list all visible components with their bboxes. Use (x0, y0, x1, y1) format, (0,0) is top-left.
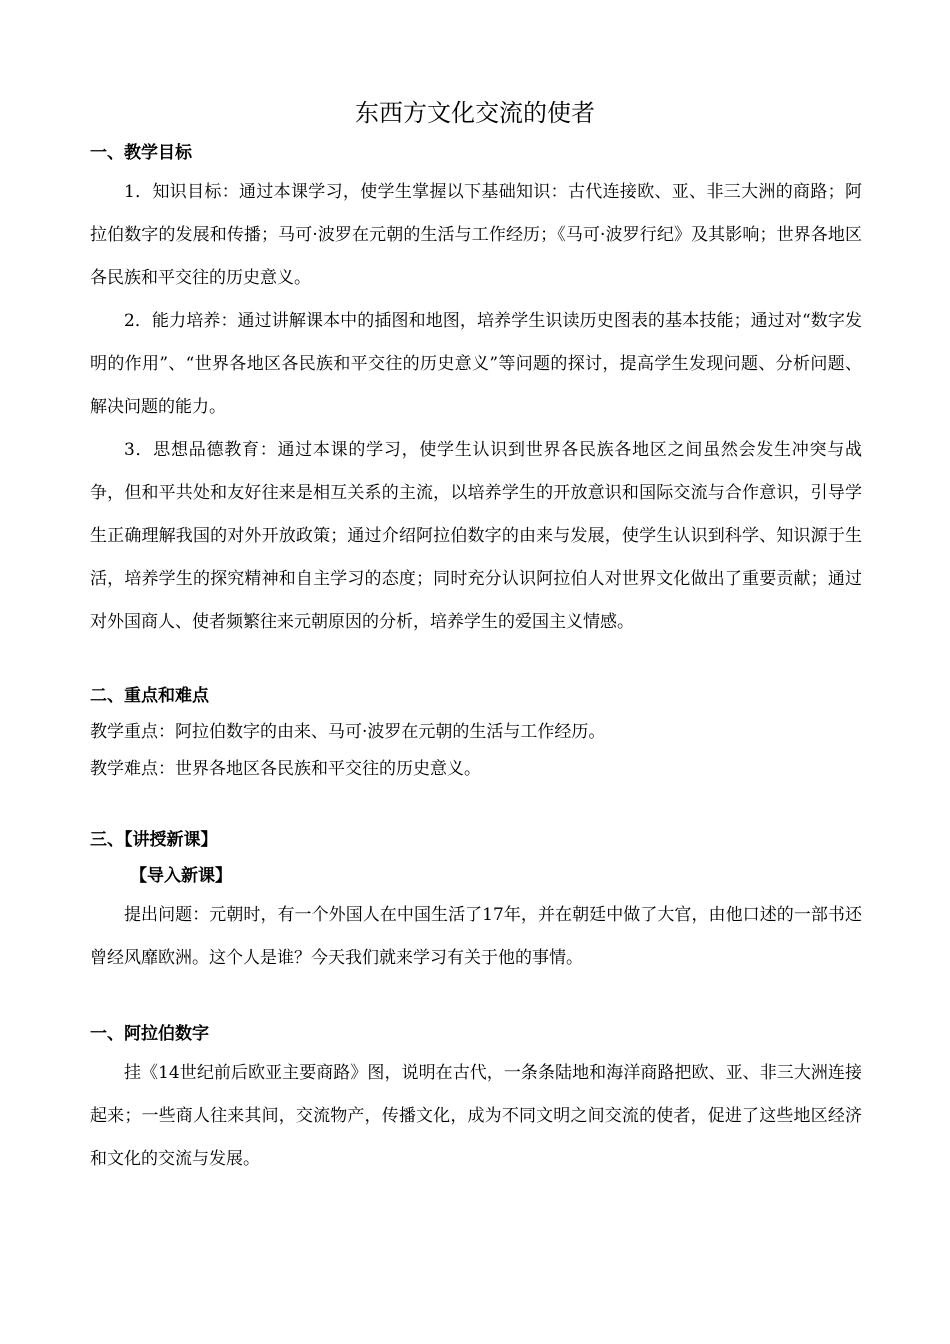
section-heading-key-points: 二、重点和难点 (90, 686, 209, 706)
section-heading-teaching-goals: 一、教学目标 (90, 143, 192, 163)
section-heading-label: 【讲授新课】 (124, 830, 218, 850)
document-title: 东西方文化交流的使者 (355, 99, 595, 127)
paragraph-moral-goal: 3．思想品德教育：通过本课的学习，使学生认识到世界各民族各地区之间虽然会发生冲突与战争，但和平共处和友好往来是相互关系的主流，以培养学生的开放意识和国际交流与合作意识，引导学生正确理解我国的对外开放政策；通过介绍阿拉伯数字的由来与发展，使学生认识到科学、知识源于生活，培养学生的探究精神和自主学习的态度；同时充分认识阿拉伯人对世界文化做出了重要贡献；通过对外国商人、使者频繁往来元朝原因的分析，培养学生的爱国主义情感。 (90, 440, 862, 632)
key-point-line: 教学重点：阿拉伯数字的由来、马可·波罗在元朝的生活与工作经历。 (90, 722, 606, 742)
section-number: 三、 (90, 830, 124, 850)
sub-heading-introduction: 【导入新课】 (130, 866, 232, 886)
paragraph-introduction: 提出问题：元朝时，有一个外国人在中国生活了17年，并在朝廷中做了大官，由他口述的一部书还曾经风靡欧洲。这个人是谁？今天我们就来学习有关于他的事情。 (90, 905, 862, 968)
paragraph-ability-goal: 2．能力培养：通过讲解课本中的插图和地图，培养学生识读历史图表的基本技能；通过对“数字发明的作用”、“世界各地区各民族和平交往的历史意义”等问题的探讨，提高学生发现问题、分析问题、解决问题的能力。 (90, 311, 862, 417)
paragraph-knowledge-goal: 1．知识目标：通过本课学习，使学生掌握以下基础知识：古代连接欧、亚、非三大洲的商路；阿拉伯数字的发展和传播；马可·波罗在元朝的生活与工作经历；《马可·波罗行纪》及其影响；世界各地区各民族和平交往的历史意义。 (90, 182, 862, 288)
spacer (90, 644, 862, 678)
spacer (90, 788, 862, 822)
difficult-point-line: 教学难点：世界各地区各民族和平交往的历史意义。 (90, 759, 481, 779)
section-heading-new-lesson (90, 822, 862, 858)
spacer (90, 980, 862, 1016)
paragraph-arabic-numerals: 挂《14世纪前后欧亚主要商路》图，说明在古代，一条条陆地和海洋商路把欧、亚、非三大洲连接起来；一些商人往来其间，交流物产，传播文化，成为不同文明之间交流的使者，促进了这些地区经济和文化的交流与发展。 (90, 1063, 862, 1169)
sub-heading-arabic-numerals: 一、阿拉伯数字 (90, 1024, 209, 1044)
document-body (90, 135, 862, 1181)
